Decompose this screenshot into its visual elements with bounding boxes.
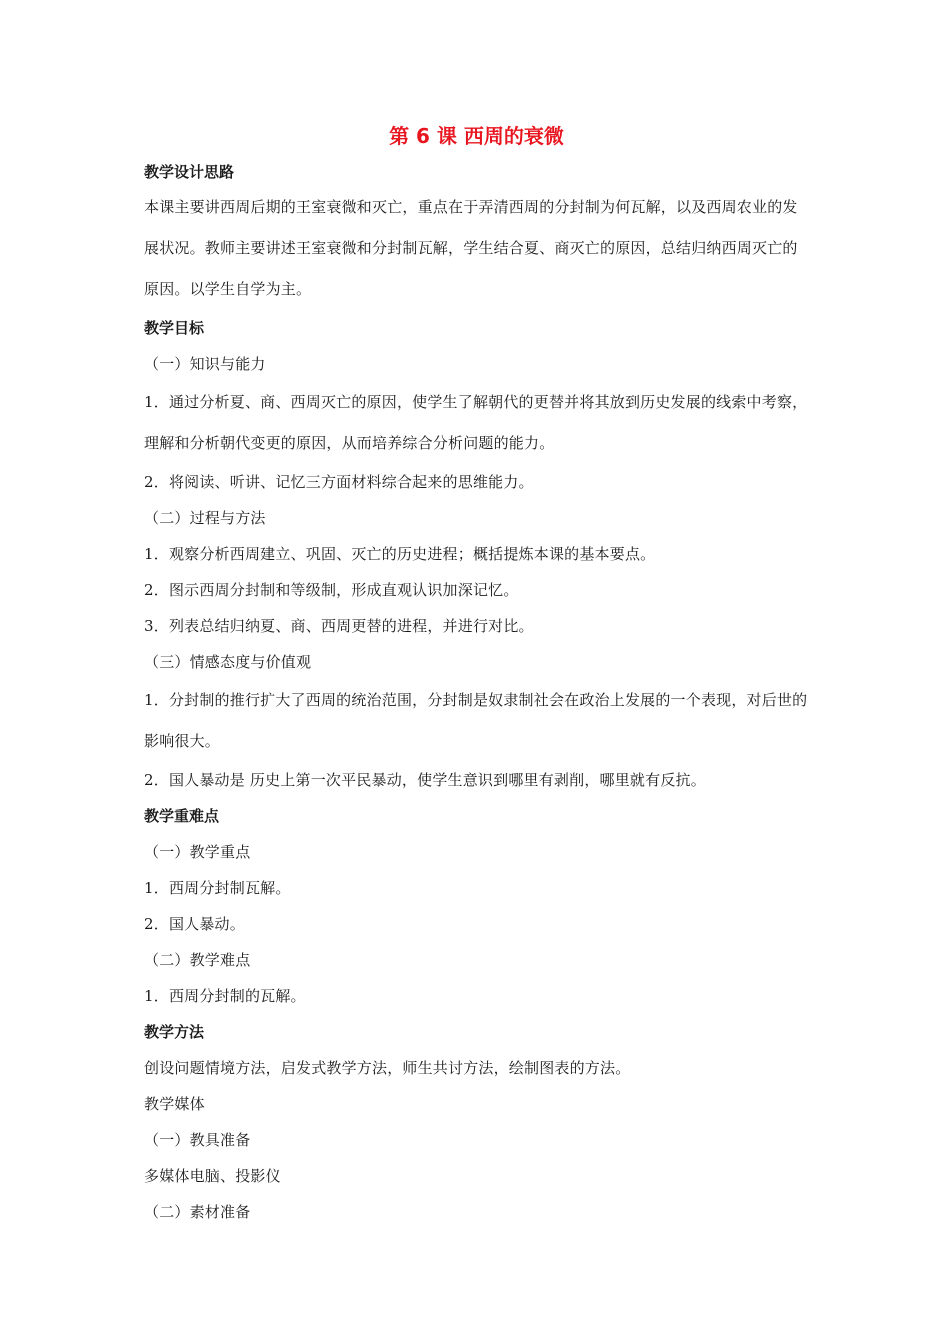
goals-sub-process: （二）过程与方法 <box>144 509 266 527</box>
keypoint-item: 1．西周分封制瓦解。 <box>144 879 291 897</box>
goal-item: 1．观察分析西周建立、巩固、灭亡的历史进程；概括提炼本课的基本要点。 <box>144 545 656 563</box>
keypoints-sub-focus: （一）教学重点 <box>144 843 251 861</box>
goal-item: 3．列表总结归纳夏、商、西周更替的进程，并进行对比。 <box>144 617 534 635</box>
lesson-title: 第 6 课 西周的衰微 <box>389 124 564 148</box>
goal-item: 2．国人暴动是 历史上第一次平民暴动，使学生意识到哪里有剥削，哪里就有反抗。 <box>144 771 706 789</box>
goals-sub-knowledge: （一）知识与能力 <box>144 355 266 373</box>
goal-item: 1．通过分析夏、商、西周灭亡的原因，使学生了解朝代的更替并将其放到历史发展的线索中考察，理解和分析朝代变更的原因，从而培养综合分析问题的能力。 <box>144 393 808 452</box>
media-sub-tools: （一）教具准备 <box>144 1131 251 1149</box>
media-heading: 教学媒体 <box>144 1095 205 1113</box>
document-page <box>144 118 809 1230</box>
media-sub-materials: （二）素材准备 <box>144 1203 251 1221</box>
methods-heading: 教学方法 <box>144 1023 205 1041</box>
keypoints-sub-difficulty: （二）教学难点 <box>144 951 251 969</box>
keypoint-item: 1．西周分封制的瓦解。 <box>144 987 306 1005</box>
keypoint-item: 2．国人暴动。 <box>144 915 245 933</box>
design-body: 本课主要讲西周后期的王室衰微和灭亡，重点在于弄清西周的分封制为何瓦解，以及西周农业的发展状况。教师主要讲述王室衰微和分封制瓦解，学生结合夏、商灭亡的原因，总结归纳西周灭亡的原因。以学生自学为主。 <box>144 198 798 298</box>
keypoints-heading: 教学重难点 <box>144 807 220 825</box>
goals-heading: 教学目标 <box>144 319 205 337</box>
goal-item: 2．图示西周分封制和等级制，形成直观认识加深记忆。 <box>144 581 519 599</box>
design-heading: 教学设计思路 <box>144 163 235 181</box>
media-tools: 多媒体电脑、投影仪 <box>144 1167 281 1185</box>
methods-body: 创设问题情境方法，启发式教学方法，师生共讨方法，绘制图表的方法。 <box>144 1059 631 1077</box>
goal-item: 1．分封制的推行扩大了西周的统治范围，分封制是奴隶制社会在政治上发展的一个表现，对后世的影响很大。 <box>144 691 808 750</box>
goal-item: 2．将阅读、听讲、记忆三方面材料综合起来的思维能力。 <box>144 473 534 491</box>
goals-sub-values: （三）情感态度与价值观 <box>144 653 312 671</box>
